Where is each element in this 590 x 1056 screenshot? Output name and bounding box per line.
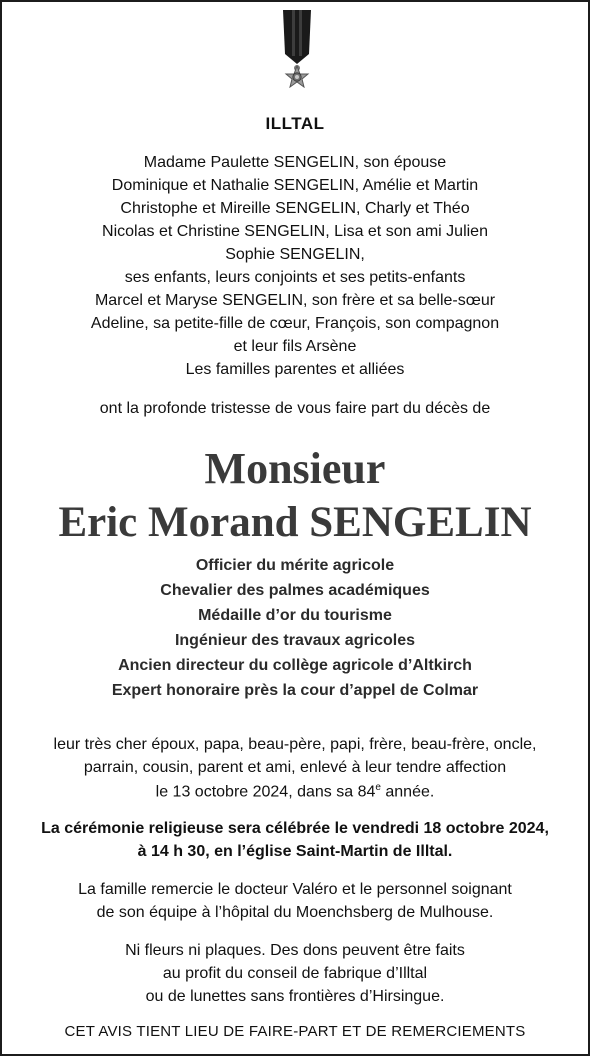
family-line: ses enfants, leurs conjoints et ses petits-enfants: [124, 269, 466, 286]
ordinal-suffix: e: [375, 782, 381, 793]
family-line: Marcel et Maryse SENGELIN, son frère et sa belle-sœur: [94, 292, 496, 309]
title-line: Médaille d’or du tourisme: [198, 607, 392, 624]
title-line: Ancien directeur du collège agricole d’Altkirch: [118, 657, 472, 674]
announcement-text: ont la profonde tristesse de vous faire part du décès de: [99, 400, 491, 417]
closing-statement: CET AVIS TIENT LIEU DE FAIRE-PART ET DE REMERCIEMENTS: [64, 1023, 526, 1040]
tribute-line: parrain, cousin, parent et ami, enlevé à leur tendre affection: [83, 759, 507, 776]
tribute-line: leur très cher époux, papa, beau-père, papi, frère, beau-frère, oncle,: [53, 736, 537, 753]
ceremony-line: à 14 h 30, en l’église Saint-Martin de Illtal.: [137, 843, 453, 860]
thanks-line: de son équipe à l’hôpital du Moenchsberg de Mulhouse.: [96, 904, 494, 921]
donation-line: au profit du conseil de fabrique d’Illtal: [162, 965, 428, 982]
ceremony-line: La cérémonie religieuse sera célébrée le vendredi 18 octobre 2024,: [41, 820, 549, 837]
title-line: Officier du mérite agricole: [195, 557, 395, 574]
donation-line: ou de lunettes sans frontières d’Hirsingue.: [145, 988, 445, 1005]
family-line: Adeline, sa petite-fille de cœur, François, son compagnon: [90, 315, 500, 332]
title-line: Expert honoraire près la cour d’appel de Colmar: [111, 682, 479, 699]
family-line: Dominique et Nathalie SENGELIN, Amélie et Martin: [111, 177, 479, 194]
family-line: Madame Paulette SENGELIN, son épouse: [143, 154, 447, 171]
medal-icon: [273, 10, 321, 88]
donation-line: Ni fleurs ni plaques. Des dons peuvent être faits: [125, 942, 465, 959]
family-line: Sophie SENGELIN,: [225, 246, 365, 263]
title-line: Ingénieur des travaux agricoles: [174, 632, 416, 649]
thanks-line: La famille remercie le docteur Valéro et le personnel soignant: [78, 881, 512, 898]
family-line: Nicolas et Christine SENGELIN, Lisa et son ami Julien: [102, 223, 488, 240]
tribute-end-text: année.: [380, 783, 435, 801]
family-line: Christophe et Mireille SENGELIN, Charly et Théo: [120, 200, 470, 217]
title-line: Chevalier des palmes académiques: [160, 582, 430, 599]
deceased-honorific: Monsieur: [204, 444, 386, 493]
family-line: Les familles parentes et alliées: [185, 361, 405, 378]
family-line: et leur fils Arsène: [233, 338, 357, 355]
place-heading: ILLTAL: [265, 114, 325, 133]
tribute-line: [2, 782, 588, 801]
deceased-name: Eric Morand SENGELIN: [58, 499, 532, 546]
tribute-date-text: le 13 octobre 2024, dans sa 84: [155, 783, 376, 801]
